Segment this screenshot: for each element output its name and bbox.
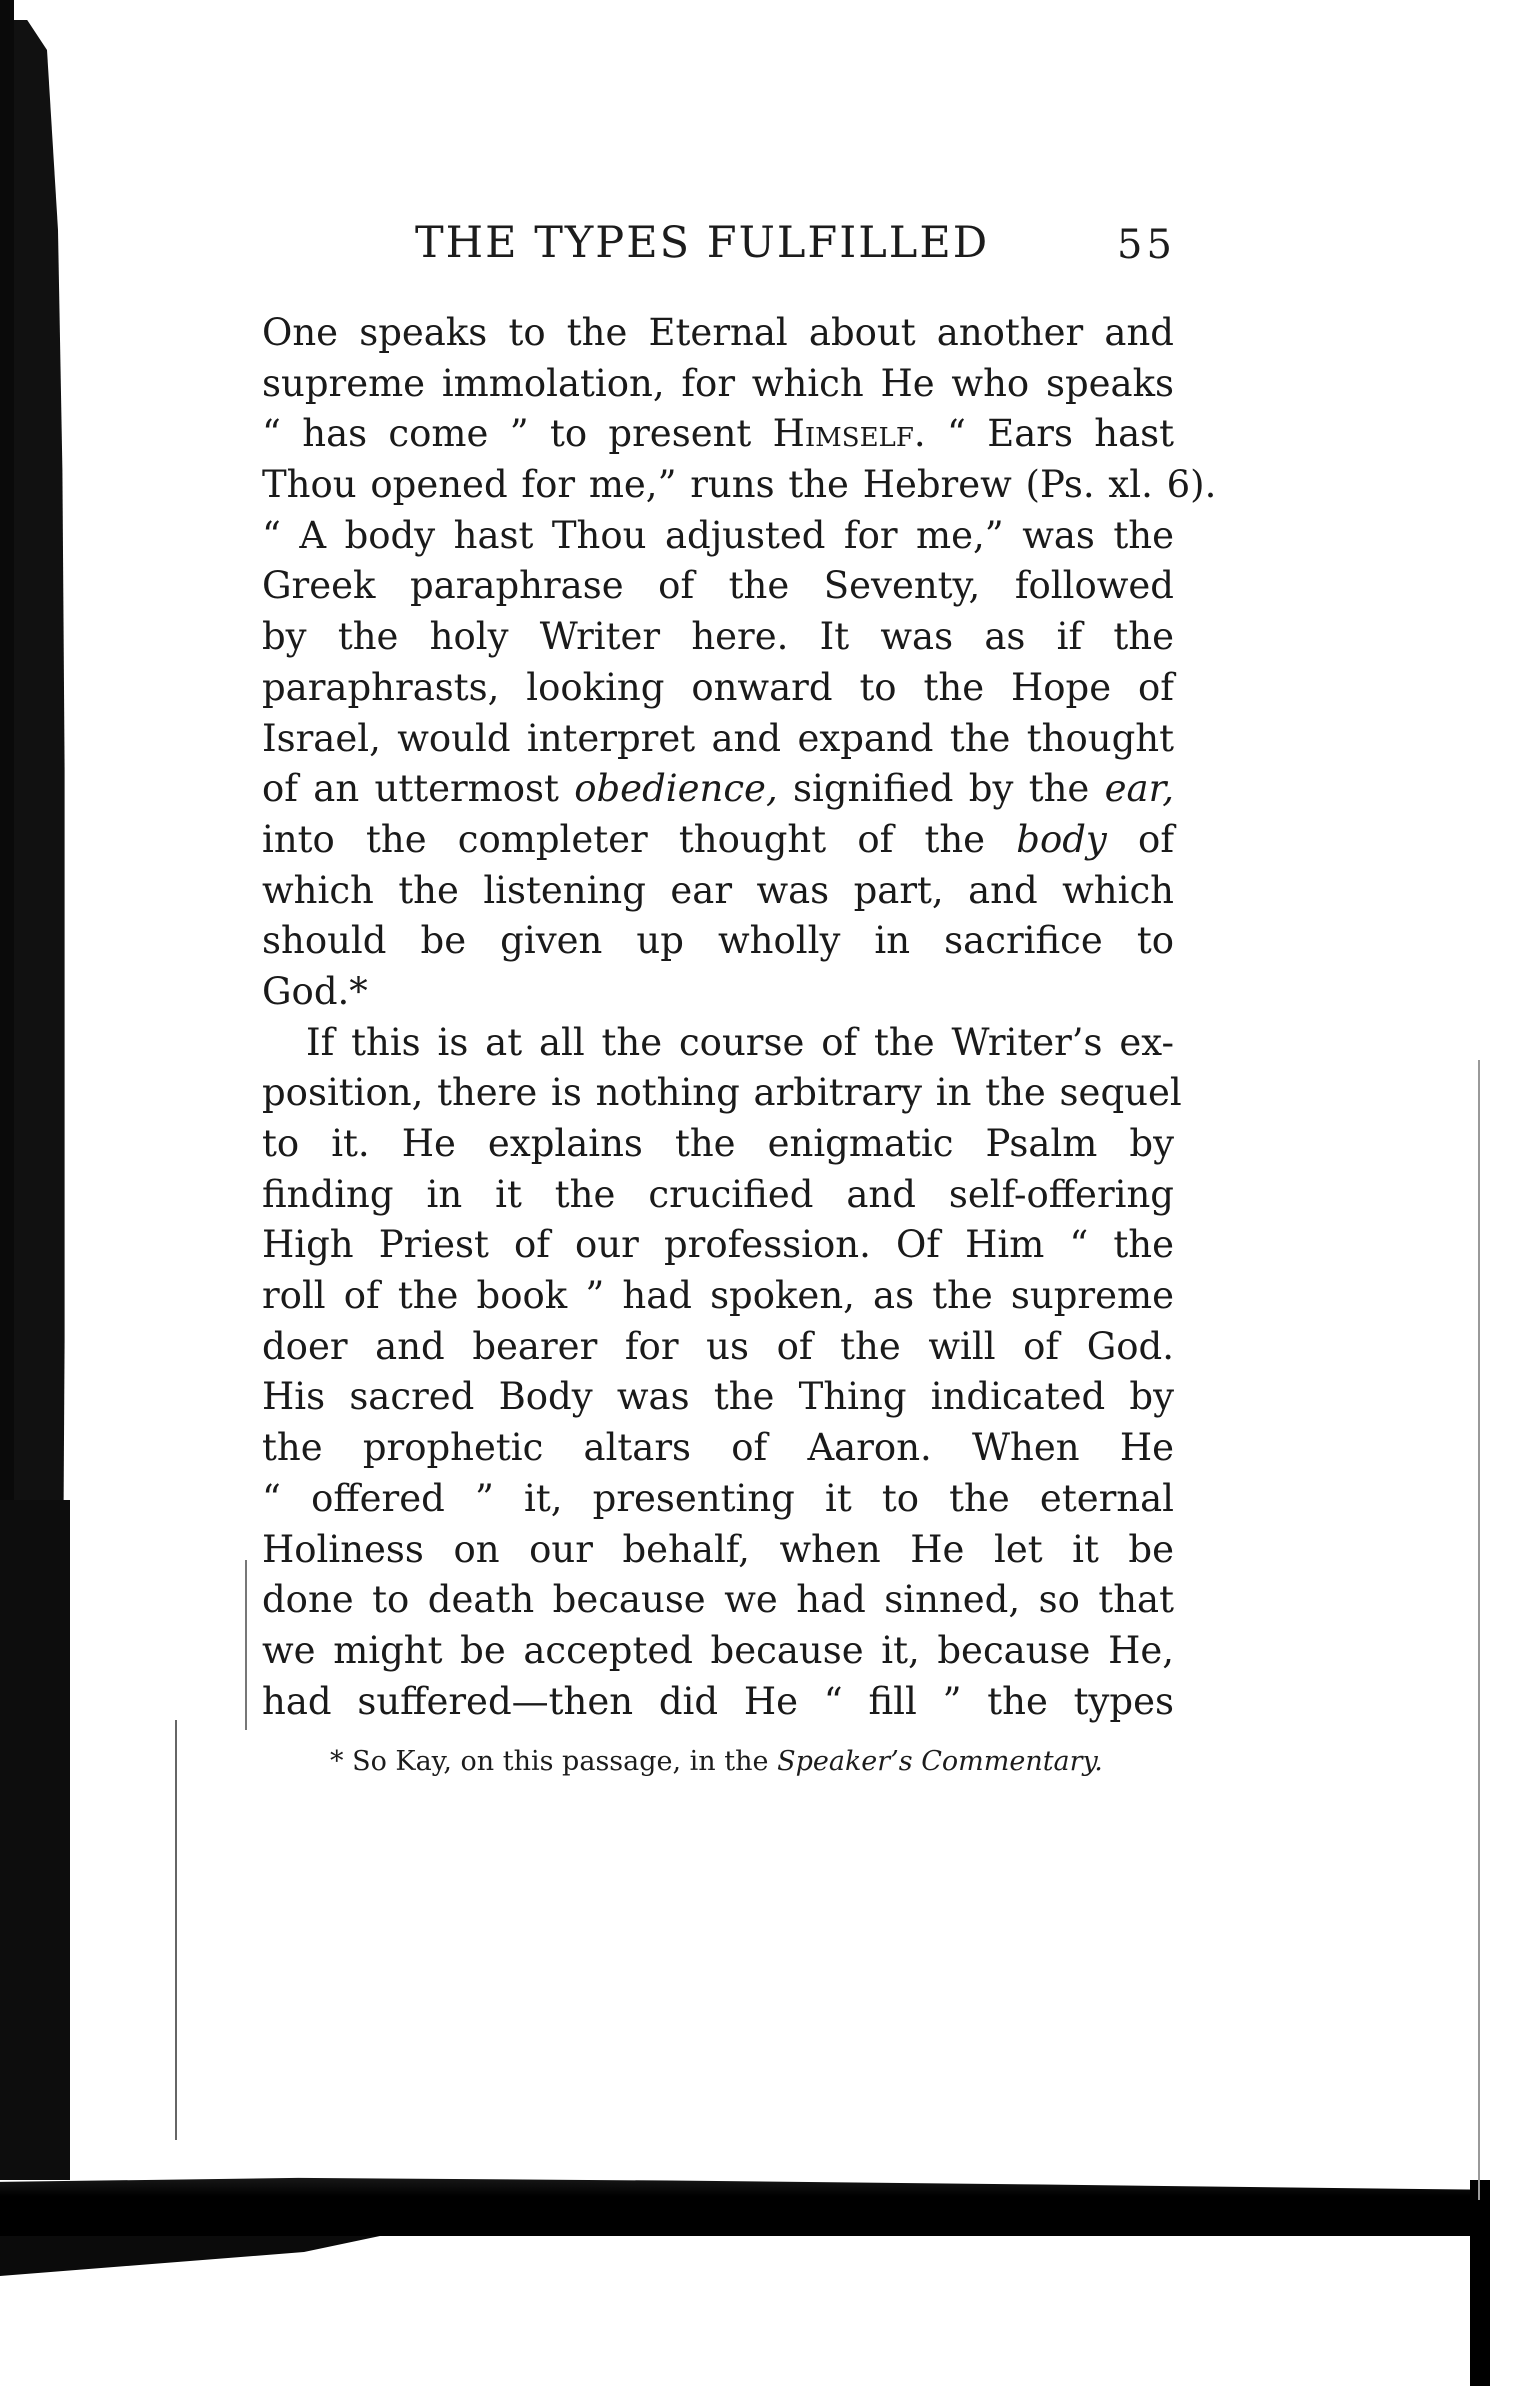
- text-line: “ has come ” to present Himself. “ Ears hast: [262, 412, 1175, 456]
- body-text: [262, 308, 1217, 1727]
- italic-word: obedience,: [574, 767, 778, 811]
- text-line: One speaks to the Eternal about another and: [262, 311, 1174, 354]
- text-line: His sacred Body was the Thing indicated by: [262, 1375, 1174, 1419]
- text-line: Israel, would interpret and expand the thought: [262, 716, 1174, 760]
- footnote: * So Kay, on this passage, in the Speaker’s Commentary.: [330, 1746, 1103, 1777]
- page-header: [415, 218, 1175, 278]
- running-head: THE TYPES FULFILLED: [415, 218, 990, 268]
- text-line: Holiness on our behalf, when He let it be: [262, 1527, 1174, 1571]
- small-caps-word: Himself.: [772, 412, 926, 456]
- italic-word: ear,: [1104, 767, 1174, 811]
- text-line: position, there is nothing arbitrary in the sequel: [262, 1071, 1182, 1115]
- text-line: God.*: [262, 969, 368, 1013]
- text-line: to it. He explains the enigmatic Psalm by: [262, 1122, 1174, 1165]
- text-line: had suffered—then did He “ fill ” the types: [262, 1679, 1174, 1723]
- scan-line-right: [1478, 1060, 1480, 2200]
- text-line: done to death because we had sinned, so that: [262, 1578, 1174, 1622]
- text-line: supreme immolation, for which He who speaks: [262, 361, 1174, 405]
- text-line: paraphrasts, looking onward to the Hope of: [262, 665, 1174, 709]
- text-line: Greek paraphrase of the Seventy, followed: [262, 564, 1174, 608]
- scan-shadow-left: [14, 20, 124, 1520]
- text-line: roll of the book ” had spoken, as the supreme: [262, 1274, 1174, 1318]
- italic-word: body: [1016, 817, 1107, 861]
- scan-shadow-left-lower: [0, 1500, 70, 2200]
- text-line: “ A body hast Thou adjusted for me,” was the: [262, 513, 1174, 557]
- text-line: If this is at all the course of the Writer’s ex-: [306, 1020, 1174, 1064]
- text-line: should be given up wholly in sacrifice to: [262, 919, 1174, 963]
- text-line: Thou opened for me,” runs the Hebrew (Ps. xl. 6).: [262, 463, 1217, 507]
- text-line: of an uttermost obedience, signified by the ear,: [262, 767, 1174, 811]
- text-line: High Priest of our profession. Of Him “ the: [262, 1223, 1174, 1267]
- text-line: by the holy Writer here. It was as if the: [262, 615, 1174, 659]
- text-line: doer and bearer for us of the will of God.: [262, 1324, 1174, 1368]
- page-number: 55: [1117, 222, 1176, 268]
- scan-mark-margin: [245, 1560, 247, 1730]
- text-line: into the completer thought of the body of: [262, 817, 1175, 861]
- text-line: which the listening ear was part, and which: [262, 868, 1174, 912]
- text-line: finding in it the crucified and self-offering: [262, 1172, 1174, 1216]
- text-line: we might be accepted because it, because He,: [262, 1628, 1174, 1672]
- footnote-source: Speaker’s Commentary.: [777, 1746, 1103, 1777]
- scan-shadow-right-corner: [1470, 2180, 1490, 2386]
- text-line: “ offered ” it, presenting it to the eternal: [262, 1476, 1174, 1520]
- scan-mark-left: [175, 1720, 177, 2140]
- text-line: the prophetic altars of Aaron. When He: [262, 1426, 1174, 1470]
